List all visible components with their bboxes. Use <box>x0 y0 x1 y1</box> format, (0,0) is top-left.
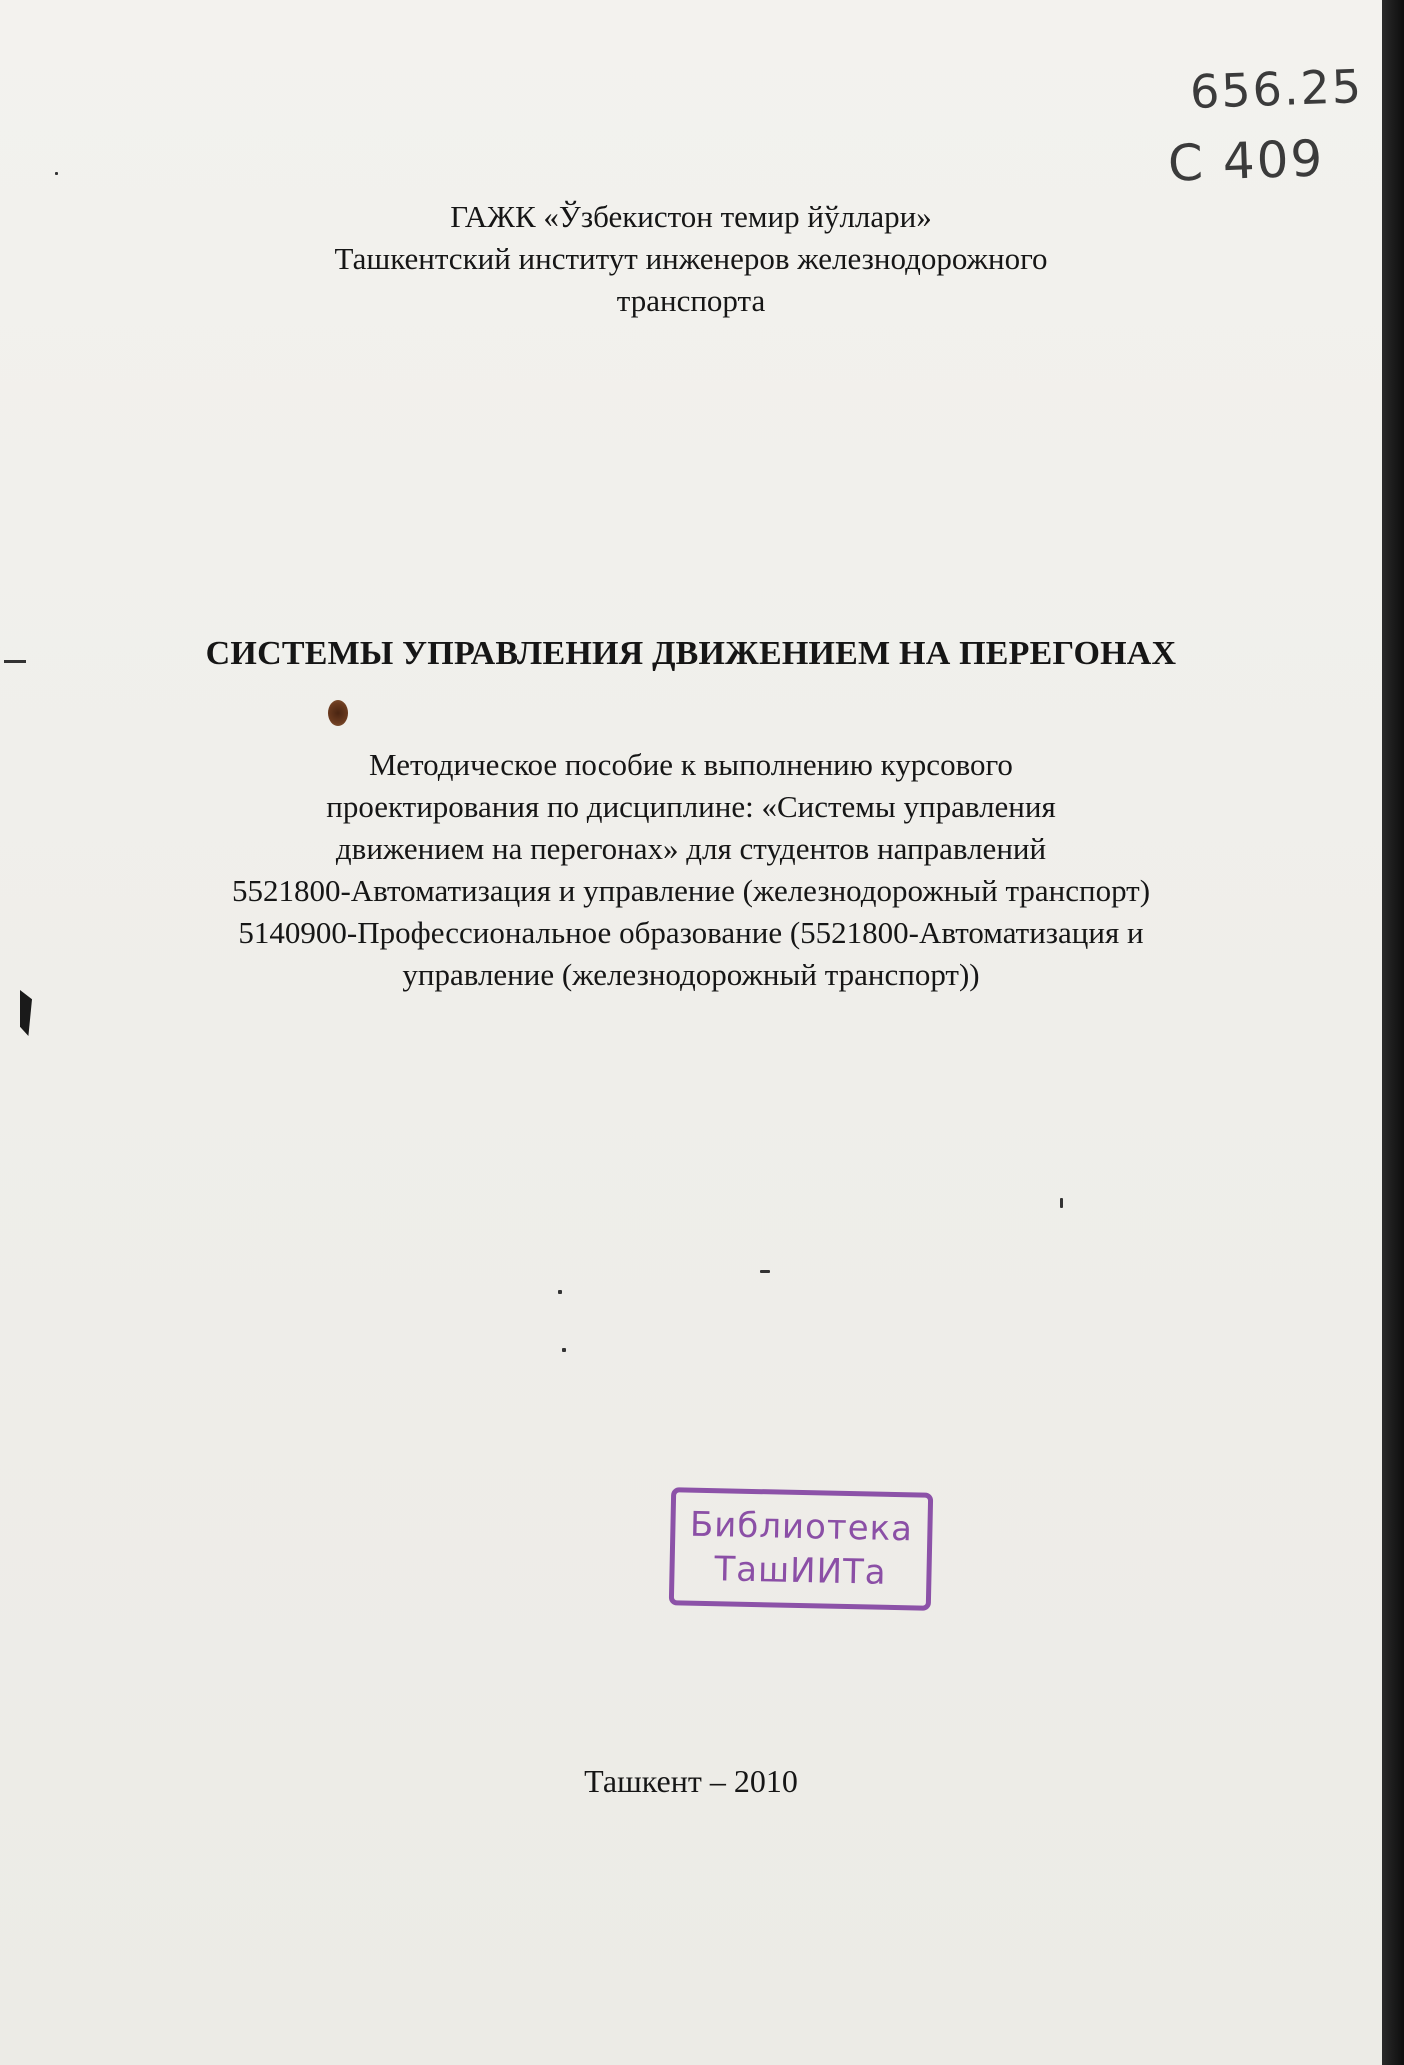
library-stamp <box>669 1487 933 1610</box>
ink-spot <box>328 700 348 726</box>
handwritten-author-mark: С 409 <box>1167 129 1326 193</box>
stamp-institute-label: ТашИИТа <box>714 1549 888 1593</box>
scan-border <box>1382 0 1404 2065</box>
speck <box>55 172 58 175</box>
speck <box>558 1290 562 1294</box>
organization-name: ГАЖК «Ўзбекистон темир йўллари» <box>450 199 932 234</box>
institute-name-cont: транспорта <box>616 283 766 318</box>
speck <box>562 1348 566 1352</box>
description-line: движением на перегонах» для студентов направлений <box>335 831 1047 866</box>
handwritten-classification-code: 656.25 <box>1189 58 1364 120</box>
document-description <box>0 744 1382 996</box>
document-title: СИСТЕМЫ УПРАВЛЕНИЯ ДВИЖЕНИЕМ НА ПЕРЕГОНАХ <box>205 635 1177 672</box>
edge-mark <box>4 660 26 663</box>
speck <box>760 1270 770 1273</box>
institute-name: Ташкентский институт инженеров железнодорожного <box>334 241 1048 276</box>
city-and-year: Ташкент – 2010 <box>584 1763 798 1799</box>
speck <box>1060 1198 1063 1208</box>
binding-tear <box>20 990 32 1036</box>
description-line: проектирования по дисциплине: «Системы управления <box>326 789 1056 824</box>
description-line: Методическое пособие к выполнению курсового <box>369 747 1013 782</box>
publisher-header <box>0 196 1382 322</box>
description-line: 5140900-Профессиональное образование (5521800-Автоматизация и <box>238 915 1144 950</box>
description-line: управление (железнодорожный транспорт)) <box>402 957 980 992</box>
stamp-library-label: Библиотека <box>689 1504 914 1550</box>
description-line: 5521800-Автоматизация и управление (железнодорожный транспорт) <box>231 873 1151 908</box>
